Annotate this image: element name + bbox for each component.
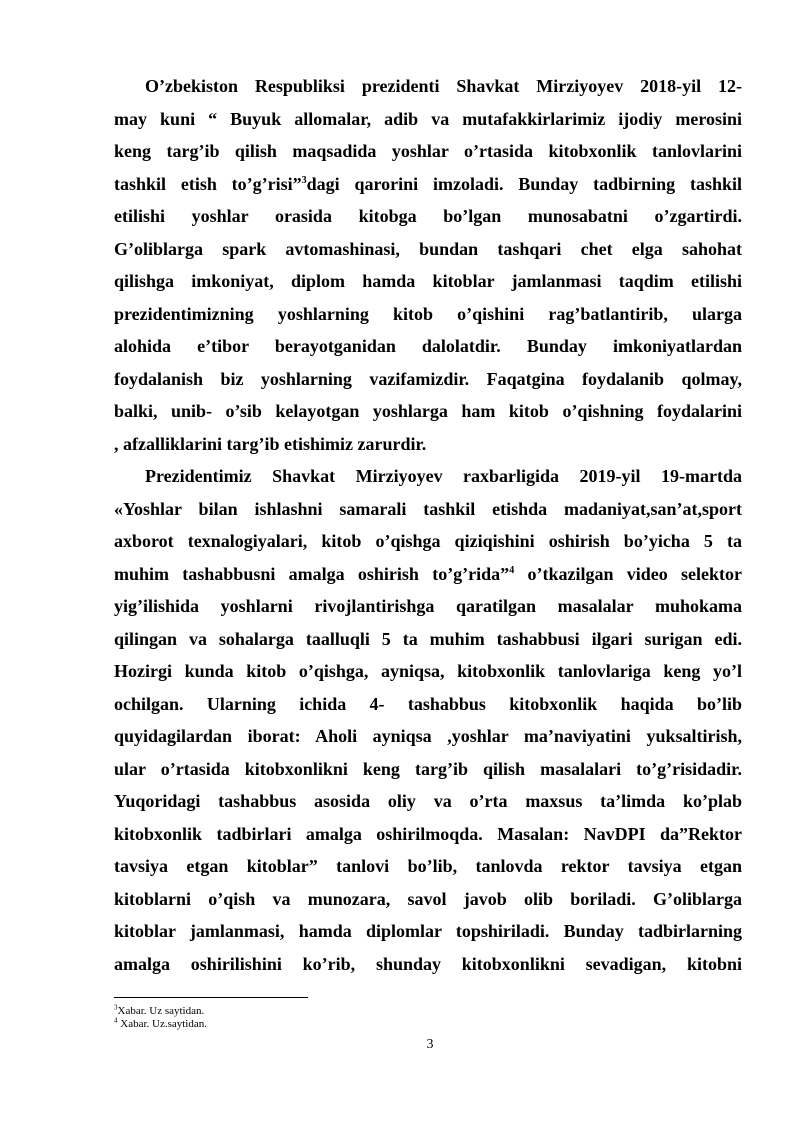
text-line: keng targ’ib qilish maqsadida yoshlar o’rtasida kitobxonlik tanlovlarini: [114, 141, 742, 161]
text-line-with-footnote: [114, 558, 742, 591]
text-line: tavsiya etgan kitoblar” tanlovi bo’lib, tanlovda rektor tavsiya etgan: [114, 856, 742, 876]
text-line: alohida e’tibor berayotganidan dalolatdir. Bunday imkoniyatlardan: [114, 336, 742, 356]
text-line: Yuqoridagi tashabbus asosida oliy va o’rta maxsus ta’limda ko’plab: [114, 791, 742, 811]
text-line: axborot texnalogiyalari, kitob o’qishga qiziqishini oshirish bo’yicha 5 ta: [114, 531, 742, 551]
footnote-text: Xabar. Uz saytidan.: [117, 1005, 205, 1017]
text-line: amalga oshirilishini ko’rib, shunday kitobxonlikni sevadigan, kitobni: [114, 953, 742, 974]
text-line: «Yoshlar bilan ishlashni samarali tashkil etishda madaniyat,san’at,sport: [114, 498, 742, 519]
text-line: may kuni “ Buyuk allomalar, adib va mutafakkirlarimiz ijodiy merosini: [114, 108, 742, 129]
paragraph-1: [114, 70, 742, 460]
text-line: ochilgan. Ularning ichida 4- tashabbus kitobxonlik haqida bo’lib: [114, 693, 742, 714]
text-line: G’oliblarga spark avtomashinasi, bundan tashqari chet elga sahohat: [114, 238, 742, 259]
text-segment: dagi qarorini imzoladi. Bunday tadbirning tashkil: [306, 173, 742, 194]
text-line: Hozirgi kunda kitob o’qishga, ayniqsa, kitobxonlik tanlovlariga keng yo’l: [114, 661, 742, 681]
text-line: kitobxonlik tadbirlari amalga oshirilmoqda. Masalan: NavDPI da”Rektor: [114, 823, 742, 844]
footnote-reference: 3: [301, 174, 307, 186]
text-line: Prezidentimiz Shavkat Mirziyoyev raxbarligida 2019-yil 19-martda: [145, 466, 742, 486]
paragraph-2: [114, 460, 742, 980]
footnote-mark: 3: [114, 1003, 118, 1012]
text-line: etilishi yoshlar orasida kitobga bo’lgan munosabatni o’zgartirdi.: [114, 206, 742, 226]
text-line: kitoblar jamlanmasi, hamda diplomlar topshiriladi. Bunday tadbirlarning: [114, 921, 742, 941]
footnote-text: Xabar. Uz.saytidan.: [117, 1018, 207, 1030]
text-line: yig’ilishida yoshlarni rivojlantirishga qaratilgan masalalar muhokama: [114, 596, 742, 616]
text-line: foydalanish biz yoshlarning vazifamizdir. Faqatgina foydalanib qolmay,: [114, 368, 742, 389]
footnote-separator: [114, 997, 308, 998]
text-line: qilingan va sohalarga taalluqli 5 ta muhim tashabbusi ilgari surigan edi.: [114, 628, 742, 649]
text-segment: o’tkazilgan video selektor: [514, 563, 742, 584]
text-line-with-footnote: [114, 168, 742, 201]
text-segment: tashkil etish to’g’risi”: [114, 173, 302, 194]
text-line: ular o’rtasida kitobxonlikni keng targ’ib qilish masalalari to’g’risidadir.: [114, 758, 742, 779]
text-line: , afzalliklarini targ’ib etishimiz zarurdir.: [114, 433, 427, 454]
page-number: 3: [426, 1037, 434, 1052]
footnote-mark: 4: [114, 1016, 118, 1025]
text-line: balki, unib- o’sib kelayotgan yoshlarga ham kitob o’qishning foydalarini: [114, 401, 742, 421]
text-line: O’zbekiston Respubliksi prezidenti Shavkat Mirziyoyev 2018-yil 12-: [145, 76, 742, 96]
footnote-item: [114, 1005, 207, 1018]
body-text: [114, 70, 742, 980]
text-line: quyidagilardan iborat: Aholi ayniqsa ,yoshlar ma’naviyatini yuksaltirish,: [114, 726, 742, 746]
footnotes: [114, 1005, 207, 1031]
footnote-reference: 4: [509, 564, 515, 576]
text-line: qilishga imkoniyat, diplom hamda kitoblar jamlanmasi taqdim etilishi: [114, 271, 742, 291]
text-line: prezidentimizning yoshlarning kitob o’qishini rag’batlantirib, ularga: [114, 303, 742, 324]
footnote-item: [114, 1018, 207, 1031]
text-line: kitoblarni o’qish va munozara, savol javob olib boriladi. G’oliblarga: [114, 888, 742, 909]
text-segment: muhim tashabbusni amalga oshirish to’g’rida”: [114, 563, 510, 584]
